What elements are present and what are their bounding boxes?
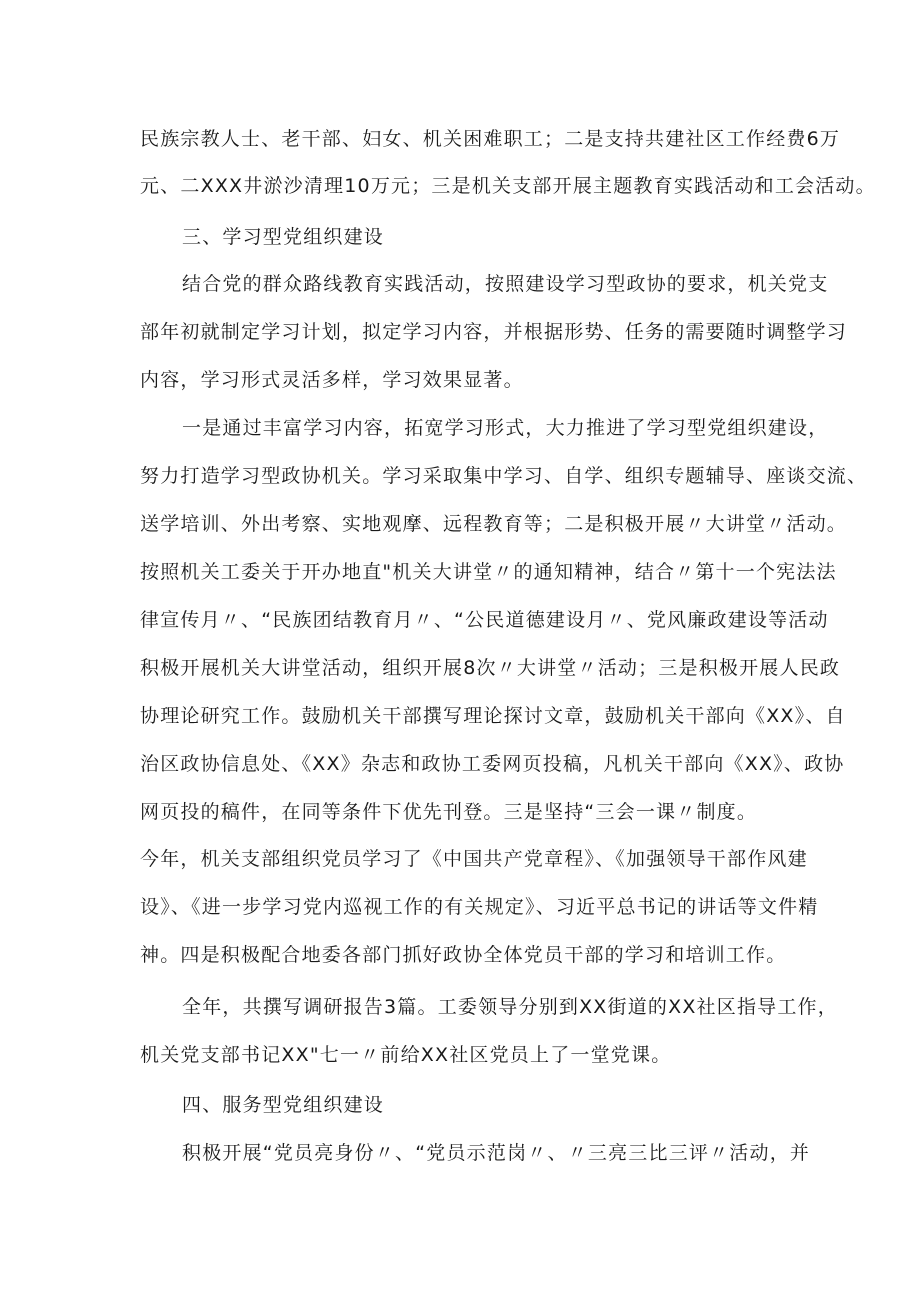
paragraph-line: 今年，机关支部组织党员学习了《中国共产党章程》、《加强领导干部作风建 [140, 848, 808, 870]
paragraph-line: 全年，共撰写调研报告3篇。工委领导分别到XX街道的XX社区指导工作， [182, 996, 838, 1018]
section-heading: 四、服务型党组织建设 [182, 1094, 385, 1116]
paragraph-line: 律宣传月〃、“民族团结教育月〃、“公民道德建设月〃、党风廉政建设等活动 [140, 609, 829, 631]
paragraph-line: 机关党支部书记XX"七一〃前给XX社区党员上了一堂党课。 [140, 1044, 672, 1066]
paragraph-line: 神。四是积极配合地委各部门抓好政协全体党员干部的学习和培训工作。 [140, 944, 787, 966]
paragraph-line: 设》、《进一步学习党内巡视工作的有关规定》、习近平总书记的讲话等文件精 [140, 896, 819, 918]
paragraph-line: 元、二XXX井淤沙清理10万元；三是机关支部开展主题教育实践活动和工会活动。 [140, 175, 876, 197]
paragraph-line: 民族宗教人士、老干部、妇女、机关困难职工；二是支持共建社区工作经费6万 [140, 128, 841, 150]
paragraph-line: 网页投的稿件，在同等条件下优先刊登。三是坚持“三会一课〃制度。 [140, 801, 758, 823]
paragraph-line: 治区政协信息处、《XX》杂志和政协工委网页投稿，凡机关干部向《XX》、政协 [140, 753, 845, 775]
paragraph-line: 部年初就制定学习计划，拟定学习内容，并根据形势、任务的需要随时调整学习 [140, 321, 848, 343]
paragraph-line: 按照机关工委关于开办地直"机关大讲堂〃的通知精神，结合〃第十一个宪法法 [140, 561, 837, 583]
paragraph-line: 积极开展“党员亮身份〃、“党员示范岗〃、〃三亮三比三评〃活动，并 [182, 1142, 811, 1164]
paragraph-line: 内容，学习形式灵活多样，学习效果显著。 [140, 369, 524, 391]
paragraph-line: 协理论研究工作。鼓励机关干部撰写理论探讨文章，鼓励机关干部向《XX》、自 [140, 705, 846, 727]
section-heading: 三、学习型党组织建设 [182, 226, 385, 248]
paragraph-line: 送学培训、外出考察、实地观摩、远程教育等；二是积极开展〃大讲堂〃活动。 [140, 513, 848, 535]
paragraph-line: 一是通过丰富学习内容，拓宽学习形式，大力推进了学习型党组织建设， [182, 417, 829, 439]
paragraph-line: 积极开展机关大讲堂活动，组织开展8次〃大讲堂〃活动；三是积极开展人民政 [140, 657, 841, 679]
paragraph-line: 结合党的群众路线教育实践活动，按照建设学习型政协的要求，机关党支 [182, 273, 829, 295]
paragraph-line: 努力打造学习型政协机关。学习采取集中学习、自学、组织专题辅导、座谈交流、 [140, 465, 868, 487]
